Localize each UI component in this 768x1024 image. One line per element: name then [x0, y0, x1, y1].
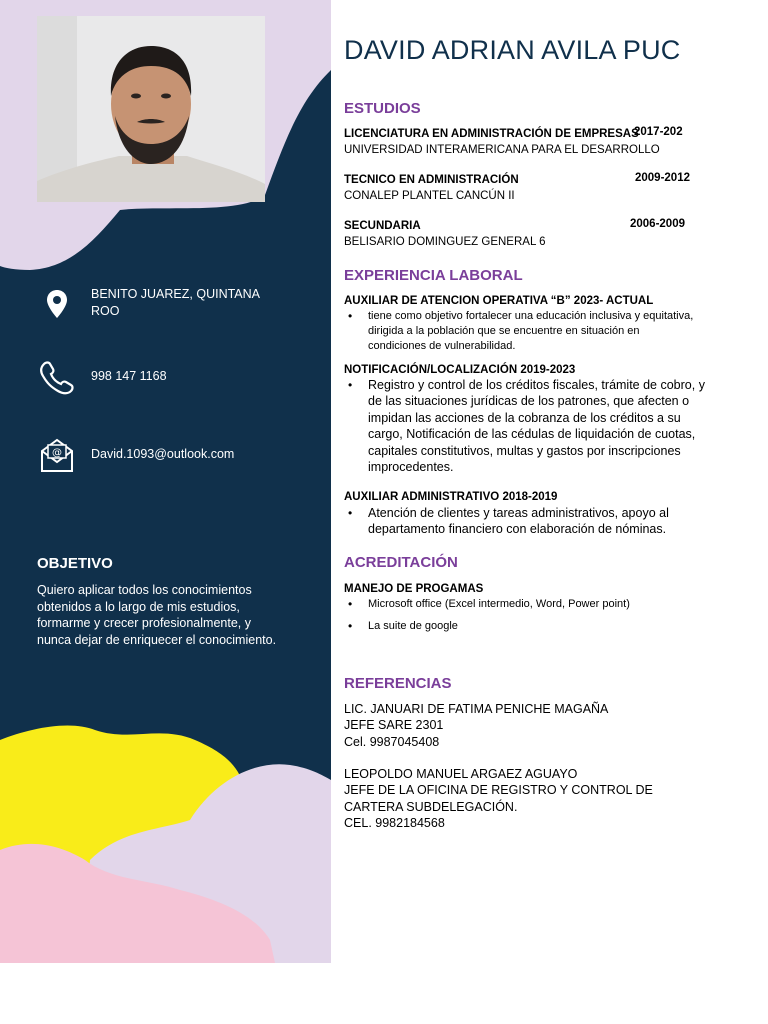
- list-item: • Atención de clientes y tareas administrativos, apoyo al departamento financiero con elaboración de nóminas.: [344, 505, 704, 538]
- study-years-2: 2009-2012: [635, 172, 690, 184]
- list-item: • Registro y control de los créditos fiscales, trámite de cobro, y de las situaciones jurídicas de los patrones, que afecten o impidan las acciones de la cobranza de los créditos a su cargo, Notificación de las cédulas de liquidación de cuotas, capitales constitutivos, multas y gastos por inscripciones improcedentes.: [344, 377, 714, 475]
- sidebar: [0, 0, 331, 963]
- studies-title: ESTUDIOS: [344, 100, 421, 117]
- objective-text: Quiero aplicar todos los conocimientos obtenidos a lo largo de mis estudios, formarme y crecer profesionalmente, y nunca dejar de enriquecer el conocimiento.: [37, 583, 277, 647]
- objective-title: OBJETIVO: [37, 555, 113, 572]
- accreditation-title: ACREDITACIÓN: [344, 554, 458, 571]
- list-item: • Microsoft office (Excel intermedio, Word, Power point): [344, 597, 724, 612]
- phone-icon: [38, 358, 76, 396]
- experience-title: EXPERIENCIA LABORAL: [344, 267, 523, 284]
- reference-1: [344, 701, 744, 750]
- reference-1-phone: Cel. 9987045408: [344, 734, 440, 749]
- phone-text: 998 147 1168: [91, 369, 167, 383]
- candidate-name: DAVID ADRIAN AVILA PUC: [344, 35, 681, 65]
- reference-2-role: JEFE DE LA OFICINA DE REGISTRO Y CONTROL DE CARTERA SUBDELEGACIÓN.: [344, 783, 653, 814]
- reference-1-name: LIC. JANUARI DE FATIMA PENICHE MAGAÑA: [344, 702, 609, 716]
- reference-2: [344, 766, 704, 832]
- list-item: • La suite de google: [344, 619, 724, 634]
- email-icon: [38, 436, 76, 474]
- email-text: David.1093@outlook.com: [91, 447, 235, 461]
- svg-text:@: @: [52, 447, 62, 459]
- study-school-1: UNIVERSIDAD INTERAMERICANA PARA EL DESARROLLO: [344, 144, 660, 156]
- accreditation-subtitle: MANEJO DE PROGAMAS: [344, 583, 484, 595]
- experience-bullets-1: [344, 309, 694, 355]
- location-pin-icon: [38, 286, 76, 324]
- experience-bullets-3: [344, 505, 704, 538]
- profile-photo: [37, 16, 265, 202]
- list-item: • tiene como objetivo fortalecer una educación inclusiva y equitativa, dirigida a la población que se encuentre en situación en condiciones de vulnerabilidad.: [344, 309, 694, 355]
- experience-heading-2: NOTIFICACIÓN/LOCALIZACIÓN 2019-2023: [344, 364, 576, 376]
- study-school-2: CONALEP PLANTEL CANCÚN II: [344, 190, 515, 202]
- study-school-3: BELISARIO DOMINGUEZ GENERAL 6: [344, 236, 546, 248]
- references-title: REFERENCIAS: [344, 675, 452, 692]
- study-degree-3: SECUNDARIA: [344, 220, 421, 232]
- reference-2-name: LEOPOLDO MANUEL ARGAEZ AGUAYO: [344, 767, 578, 781]
- experience-heading-1: AUXILIAR DE ATENCION OPERATIVA “B” 2023- ACTUAL: [344, 295, 654, 307]
- study-years-1: 2017-202: [634, 126, 683, 138]
- experience-bullets-2: [344, 377, 714, 475]
- study-degree-2: TECNICO EN ADMINISTRACIÓN: [344, 174, 519, 186]
- study-degree-1: LICENCIATURA EN ADMINISTRACIÓN DE EMPRESAS: [344, 128, 639, 140]
- experience-heading-3: AUXILIAR ADMINISTRATIVO 2018-2019: [344, 491, 558, 503]
- address-text: BENITO JUAREZ, QUINTANA ROO: [91, 287, 260, 318]
- reference-1-role: JEFE SARE 2301: [344, 718, 444, 733]
- reference-2-phone: CEL. 9982184568: [344, 816, 445, 831]
- study-years-3: 2006-2009: [630, 218, 685, 230]
- accreditation-list: [344, 597, 724, 634]
